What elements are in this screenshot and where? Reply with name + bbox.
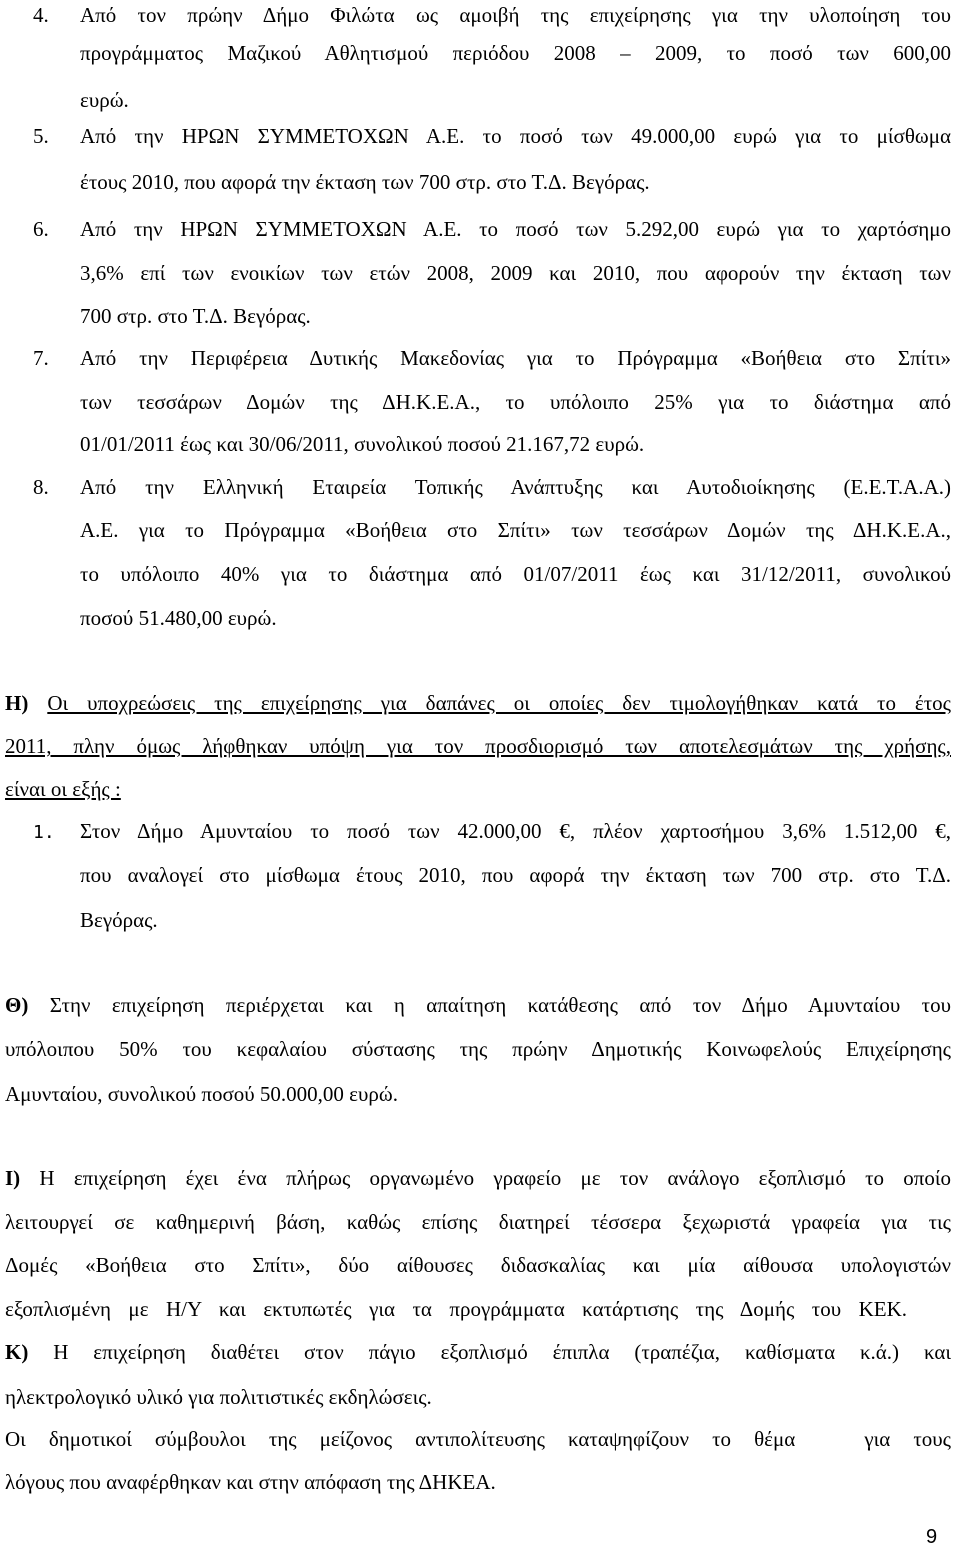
list-item-line: των τεσσάρων Δομών της ΔΗ.Κ.Ε.Α., το υπόλοιπο 25% για το διάστημα από <box>80 390 951 414</box>
list-item-line: που αναλογεί στο μίσθωμα έτους 2010, που αφορά την έκταση των 700 στρ. στο Τ.Δ. <box>80 863 951 887</box>
paragraph-line: υπόλοιπου 50% του κεφαλαίου σύστασης της πρώην Δημοτικής Κοινωφελούς Επιχείρησης <box>5 1037 951 1061</box>
section-h-heading-line: είναι οι εξής : <box>5 777 121 801</box>
section-i-paragraph: Ι) Η επιχείρηση έχει ένα πλήρως οργανωμένο γραφείο με τον ανάλογο εξοπλισμό το οποίο <box>5 1166 951 1190</box>
list-item: 1. Στον Δήμο Αμυνταίου το ποσό των 42.000,00 €, πλέον χαρτοσήμου 3,6% 1.512,00 €, <box>33 816 951 848</box>
paragraph-line: λόγους που αναφέρθηκαν και στην απόφαση της ΔΗΚΕΑ. <box>5 1470 496 1494</box>
list-item: 4. Από τον πρώην Δήμο Φιλώτα ως αμοιβή της επιχείρησης για την υλοποίηση του <box>33 0 951 30</box>
list-item-line: 3,6% επί των ενοικίων των ετών 2008, 2009 και 2010, που αφορούν την έκταση των <box>80 261 951 285</box>
item-number: 1. <box>33 822 55 843</box>
list-item-line: ευρώ. <box>80 88 129 112</box>
list-item: 6. Από την ΗΡΩΝ ΣΥΜΜΕΤΟΧΩΝ Α.Ε. το ποσό των 5.292,00 ευρώ για το χαρτόσημο <box>33 214 951 244</box>
list-item-line: το υπόλοιπο 40% για το διάστημα από 01/07/2011 έως και 31/12/2011, συνολικού <box>80 562 951 586</box>
closing-paragraph: Οι δημοτικοί σύμβουλοι της μείζονος αντιπολίτευσης καταψηφίζουν το θέμα για τους <box>5 1427 951 1451</box>
item-number: 7. <box>33 346 49 370</box>
list-item-line: ποσού 51.480,00 ευρώ. <box>80 606 277 630</box>
item-number: 5. <box>33 124 49 148</box>
list-item-line: Α.Ε. για το Πρόγραμμα «Βοήθεια στο Σπίτι» των τεσσάρων Δομών της ΔΗ.Κ.Ε.Α., <box>80 518 951 542</box>
list-item: 7. Από την Περιφέρεια Δυτικής Μακεδονίας για το Πρόγραμμα «Βοήθεια στο Σπίτι» <box>33 343 951 373</box>
section-th-paragraph: Θ) Στην επιχείρηση περιέρχεται και η απαίτηση κατάθεσης από τον Δήμο Αμυνταίου του <box>5 993 952 1017</box>
item-number: 4. <box>33 3 49 27</box>
list-item: 5. Από την ΗΡΩΝ ΣΥΜΜΕΤΟΧΩΝ Α.Ε. το ποσό των 49.000,00 ευρώ για το μίσθωμα <box>33 121 951 151</box>
list-item: 8. Από την Ελληνική Εταιρεία Τοπικής Ανάπτυξης και Αυτοδιοίκησης (Ε.Ε.Τ.Α.Α.) <box>33 472 951 502</box>
section-label: Κ) <box>5 1340 29 1364</box>
section-label: Η) <box>5 691 29 715</box>
list-item-line: Βεγόρας. <box>80 908 158 932</box>
list-item-line: προγράμματος Μαζικού Αθλητισμού περιόδου 2008 – 2009, το ποσό των 600,00 <box>80 41 951 65</box>
item-number: 8. <box>33 475 49 499</box>
section-label: Ι) <box>5 1166 21 1190</box>
list-item-line: έτους 2010, που αφορά την έκταση των 700 στρ. στο Τ.Δ. Βεγόρας. <box>80 170 650 194</box>
paragraph-line: Αμυνταίου, συνολικού ποσού 50.000,00 ευρώ. <box>5 1082 398 1106</box>
paragraph-line: λειτουργεί σε καθημερινή βάση, καθώς επίσης διατηρεί τέσσερα ξεχωριστά γραφεία για τις <box>5 1210 951 1234</box>
paragraph-line: Δομές «Βοήθεια στο Σπίτι», δύο αίθουσες διδασκαλίας και μία αίθουσα υπολογιστών <box>5 1253 951 1277</box>
page-number: 9 <box>926 1526 938 1548</box>
section-h-heading-line: 2011, πλην όμως λήφθηκαν υπόψη για τον προσδιορισμό των αποτελεσμάτων της χρήσης, <box>5 734 951 758</box>
paragraph-line: εξοπλισμένη με Η/Υ και εκτυπωτές για τα προγράμματα κατάρτισης της Δομής του ΚΕΚ. <box>5 1297 907 1321</box>
list-item-line: 01/01/2011 έως και 30/06/2011, συνολικού ποσού 21.167,72 ευρώ. <box>80 432 645 456</box>
paragraph-line: ηλεκτρολογικό υλικό για πολιτιστικές εκδηλώσεις. <box>5 1385 432 1409</box>
section-k-paragraph: Κ) Η επιχείρηση διαθέτει στον πάγιο εξοπλισμό έπιπλα (τραπέζια, καθίσματα κ.ά.) και <box>5 1340 951 1364</box>
item-number: 6. <box>33 217 49 241</box>
list-item-line: 700 στρ. στο Τ.Δ. Βεγόρας. <box>80 304 311 328</box>
section-label: Θ) <box>5 993 29 1017</box>
section-h-heading: Η) Οι υποχρεώσεις της επιχείρησης για δαπάνες οι οποίες δεν τιμολογήθηκαν κατά το έτος <box>5 691 951 715</box>
